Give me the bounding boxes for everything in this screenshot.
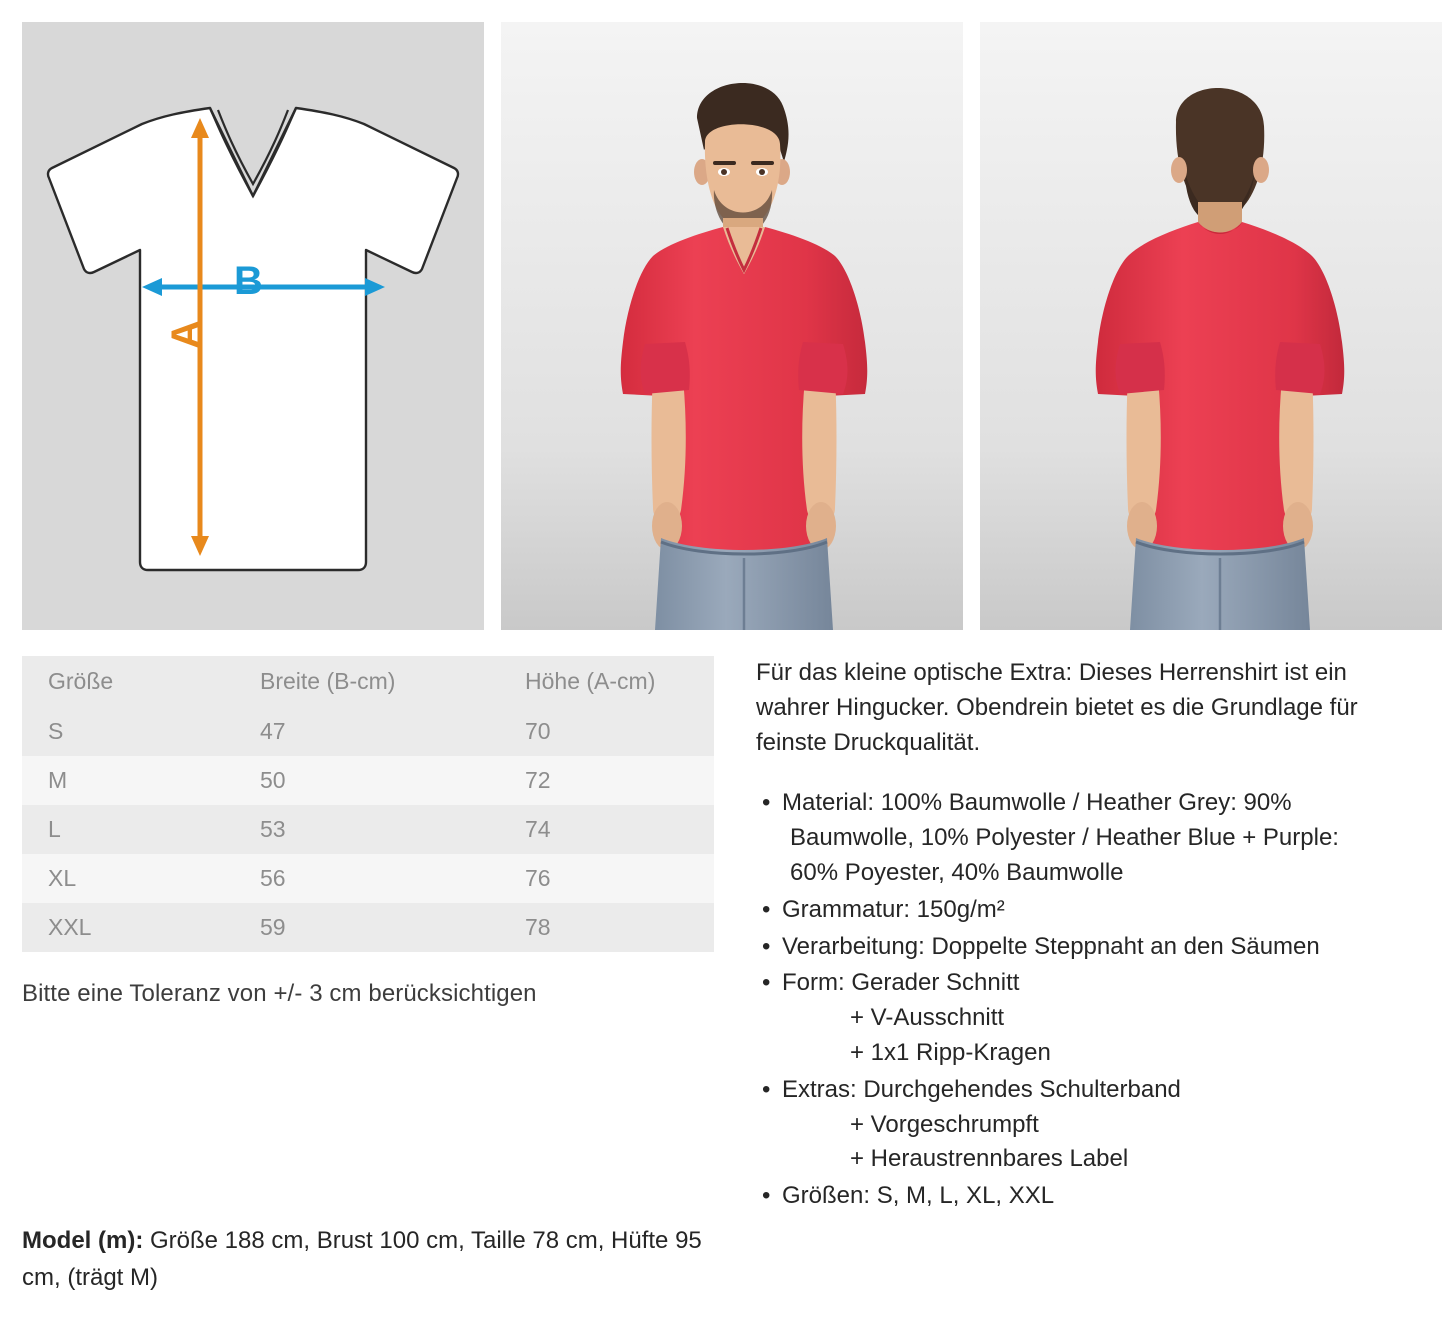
size-table	[22, 656, 714, 952]
cell-width: 59	[234, 903, 499, 952]
cell-size: XXL	[22, 903, 234, 952]
cell-size: L	[22, 805, 234, 854]
cell-size: M	[22, 756, 234, 805]
tolerance-note: Bitte eine Toleranz von +/- 3 cm berücksichtigen	[22, 980, 537, 1007]
table-row	[22, 707, 714, 756]
spec-sub: + Vorgeschrumpft	[850, 1110, 1039, 1138]
model-note	[22, 1222, 742, 1296]
col-header-height: Höhe (A-cm)	[499, 656, 714, 707]
cell-size: S	[22, 707, 234, 756]
model-back-photo	[980, 22, 1442, 630]
spec-main: Grammatur: 150g/m²	[782, 895, 1005, 923]
cell-size: XL	[22, 854, 234, 903]
cell-width: 50	[234, 756, 499, 805]
table-row	[22, 854, 714, 903]
list-item	[756, 966, 1422, 1070]
table-row	[22, 805, 714, 854]
col-header-size: Größe	[22, 656, 234, 707]
spec-main: Form: Gerader Schnitt	[782, 969, 1020, 997]
height-label: A	[163, 320, 208, 349]
cell-height: 78	[499, 903, 714, 952]
list-item	[756, 1179, 1422, 1214]
spec-main: Verarbeitung: Doppelte Steppnaht an den Säumen	[782, 932, 1320, 960]
measurement-diagram-card	[22, 22, 484, 630]
list-item	[756, 930, 1422, 965]
cell-width: 47	[234, 707, 499, 756]
spec-continuation: 60% Poyester, 40% Baumwolle	[790, 858, 1124, 886]
table-row	[22, 903, 714, 952]
cell-height: 76	[499, 854, 714, 903]
model-front-illustration	[501, 22, 963, 630]
cell-height: 70	[499, 707, 714, 756]
spec-continuation: Baumwolle, 10% Polyester / Heather Blue + Purple:	[790, 824, 1339, 852]
spec-main: Extras: Durchgehendes Schulterband	[782, 1075, 1181, 1103]
size-column	[22, 656, 724, 1216]
model-back-illustration	[980, 22, 1442, 630]
table-row	[22, 756, 714, 805]
model-note-label: Model (m):	[22, 1226, 144, 1254]
cell-height: 74	[499, 805, 714, 854]
description-column	[724, 656, 1422, 1216]
list-item	[756, 1073, 1422, 1177]
cell-height: 72	[499, 756, 714, 805]
model-front-photo	[501, 22, 963, 630]
cell-width: 53	[234, 805, 499, 854]
model-note-text: Größe 188 cm, Brust 100 cm, Taille 78 cm, Hüfte 95 cm, (trägt M)	[22, 1226, 702, 1291]
list-item	[756, 893, 1422, 928]
spec-main: Material: 100% Baumwolle / Heather Grey: 90%	[782, 789, 1292, 817]
table-header-row	[22, 656, 714, 707]
list-item	[756, 786, 1422, 890]
spec-sub: + Heraustrennbares Label	[850, 1145, 1129, 1173]
col-header-width: Breite (B-cm)	[234, 656, 499, 707]
spec-main: Größen: S, M, L, XL, XXL	[782, 1182, 1055, 1210]
description-intro: Für das kleine optische Extra: Dieses Herrenshirt ist ein wahrer Hingucker. Obendrein bietet es die Grundlage für feinste Druckqualität.	[756, 659, 1358, 756]
spec-list	[756, 786, 1422, 1214]
width-label: B	[234, 259, 263, 303]
spec-sub: + V-Ausschnitt	[850, 1004, 1005, 1032]
cell-width: 56	[234, 854, 499, 903]
spec-sub: + 1x1 Ripp-Kragen	[850, 1038, 1051, 1066]
details-row	[0, 630, 1444, 1216]
product-image-row	[0, 0, 1444, 630]
tshirt-outline-icon	[22, 22, 484, 630]
